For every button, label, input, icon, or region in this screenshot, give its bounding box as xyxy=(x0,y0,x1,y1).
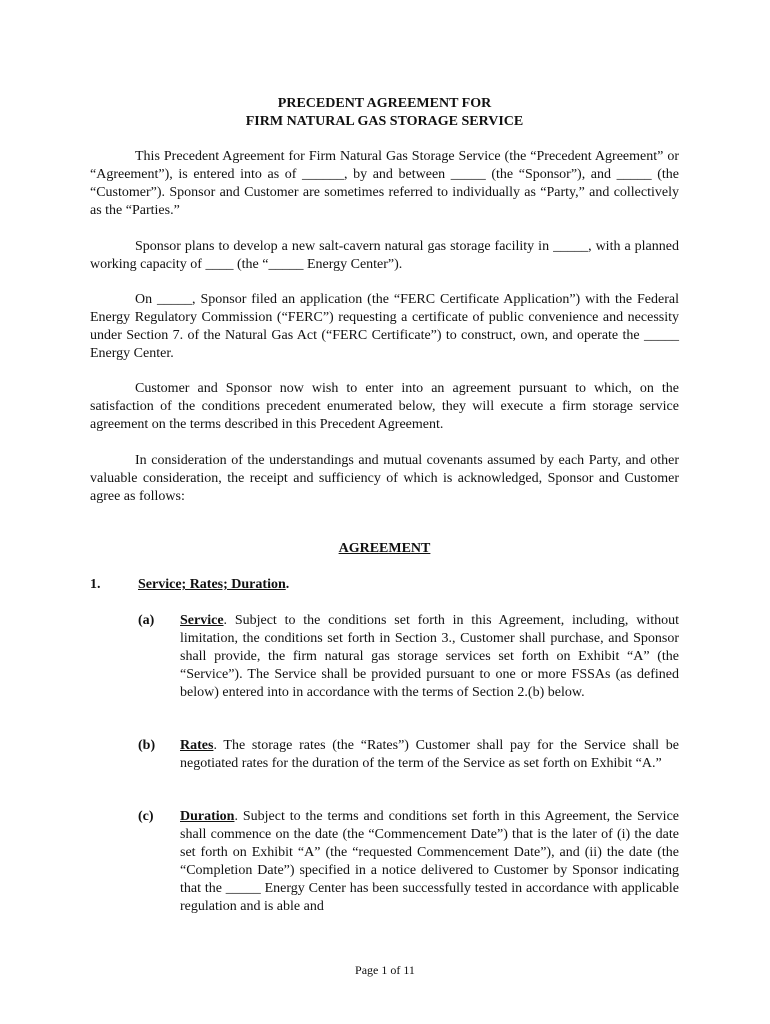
facility-paragraph xyxy=(90,238,679,274)
intro-paragraph-text: This Precedent Agreement for Firm Natural Gas Storage Service (the “Precedent Agreement” or “Agreement”), is entered into as of ______, by and between _____ (the “Sponsor”), and _____ (the “Customer”). Sponsor and Customer are sometimes referred to individually as “Party,” and collectively as the “Parties.” xyxy=(90,149,679,218)
section-1-title-period: . xyxy=(285,577,290,592)
intro-paragraph xyxy=(90,148,679,220)
title-line-1: PRECEDENT AGREEMENT FOR xyxy=(277,96,492,111)
subsection-b-text: Rates. The storage rates (the “Rates”) Customer shall pay for the Service shall be negotiated rates for the duration of the term of the Service as set forth on Exhibit “A.” xyxy=(180,738,679,771)
purpose-paragraph-text: Customer and Sponsor now wish to enter into an agreement pursuant to which, on the satisfaction of the conditions precedent enumerated below, they will execute a firm storage service agreement on the terms described in this Precedent Agreement. xyxy=(90,381,679,432)
subsection-b-label: (b) xyxy=(138,738,156,753)
title-line-2: FIRM NATURAL GAS STORAGE SERVICE xyxy=(245,114,524,129)
page-footer: Page 1 of 11 xyxy=(355,963,415,977)
consideration-paragraph-text: In consideration of the understandings and mutual covenants assumed by each Party, and other valuable consideration, the receipt and sufficiency of which is acknowledged, Sponsor and Customer agree as follows: xyxy=(90,453,679,504)
subsection-c-body: Subject to the terms and conditions set forth in this Agreement, the Service shall commence on the date (the “Commencement Date”) that is the later of (i) the date set forth on Exhibit “A” (the “requested Commencement Date”), and (ii) the date (the “Completion Date”) specified in a notice delivered to Customer by Sponsor indicating that the _____ Energy Center has been successfully tested in accordance with applicable regulation and is able and xyxy=(180,809,679,914)
facility-paragraph-text: Sponsor plans to develop a new salt-cavern natural gas storage facility in _____, with a planned working capacity of ____ (the “_____ Energy Center”). xyxy=(90,239,679,272)
subsection-a-label: (a) xyxy=(138,613,155,628)
section-1-title-text: Service; Rates; Duration xyxy=(138,577,286,592)
agreement-heading: AGREEMENT xyxy=(338,541,431,556)
subsection-c-text: Duration. Subject to the terms and conditions set forth in this Agreement, the Service shall commence on the date (the “Commencement Date”) that is the later of (i) the date set forth on Exhibit “A” (the “requested Commencement Date”), and (ii) the date (the “Completion Date”) specified in a notice delivered to Customer by Sponsor indicating that the _____ Energy Center has been successfully tested in accordance with applicable regulation and is able and xyxy=(180,809,679,914)
subsection-b-heading: Rates xyxy=(180,738,214,753)
section-1-number: 1. xyxy=(90,577,101,592)
purpose-paragraph xyxy=(90,380,679,434)
subsection-a-heading: Service xyxy=(180,613,224,628)
ferc-paragraph-text: On _____, Sponsor filed an application (the “FERC Certificate Application”) with the Federal Energy Regulatory Commission (“FERC”) requesting a certificate of public convenience and necessity under Section 7. of the Natural Gas Act (“FERC Certificate”) to construct, own, and operate the _____ Energy Center. xyxy=(90,292,679,361)
section-1-title xyxy=(138,576,289,594)
subsection-c-heading: Duration xyxy=(180,809,235,824)
subsection-a-text: Service. Subject to the conditions set forth in this Agreement, including, without limitation, the conditions set forth in Section 3., Customer shall purchase, and Sponsor shall provide, the firm natural gas storage services set forth on Exhibit “A” (the “Service”). The Service shall be provided pursuant to one or more FSSAs (as defined below) entered into in accordance with the terms of Section 2.(b) below. xyxy=(180,613,679,700)
document-title xyxy=(90,95,679,131)
subsection-a-body: Subject to the conditions set forth in this Agreement, including, without limitation, the conditions set forth in Section 3., Customer shall purchase, and Sponsor shall provide, the firm natural gas storage services set forth on Exhibit “A” (the “Service”). The Service shall be provided pursuant to one or more FSSAs (as defined below) entered into in accordance with the terms of Section 2.(b) below. xyxy=(180,613,679,700)
ferc-paragraph xyxy=(90,291,679,363)
subsection-c-label: (c) xyxy=(138,809,154,824)
consideration-paragraph xyxy=(90,452,679,506)
subsection-b-body: The storage rates (the “Rates”) Customer shall pay for the Service shall be negotiated rates for the duration of the term of the Service as set forth on Exhibit “A.” xyxy=(180,738,679,771)
